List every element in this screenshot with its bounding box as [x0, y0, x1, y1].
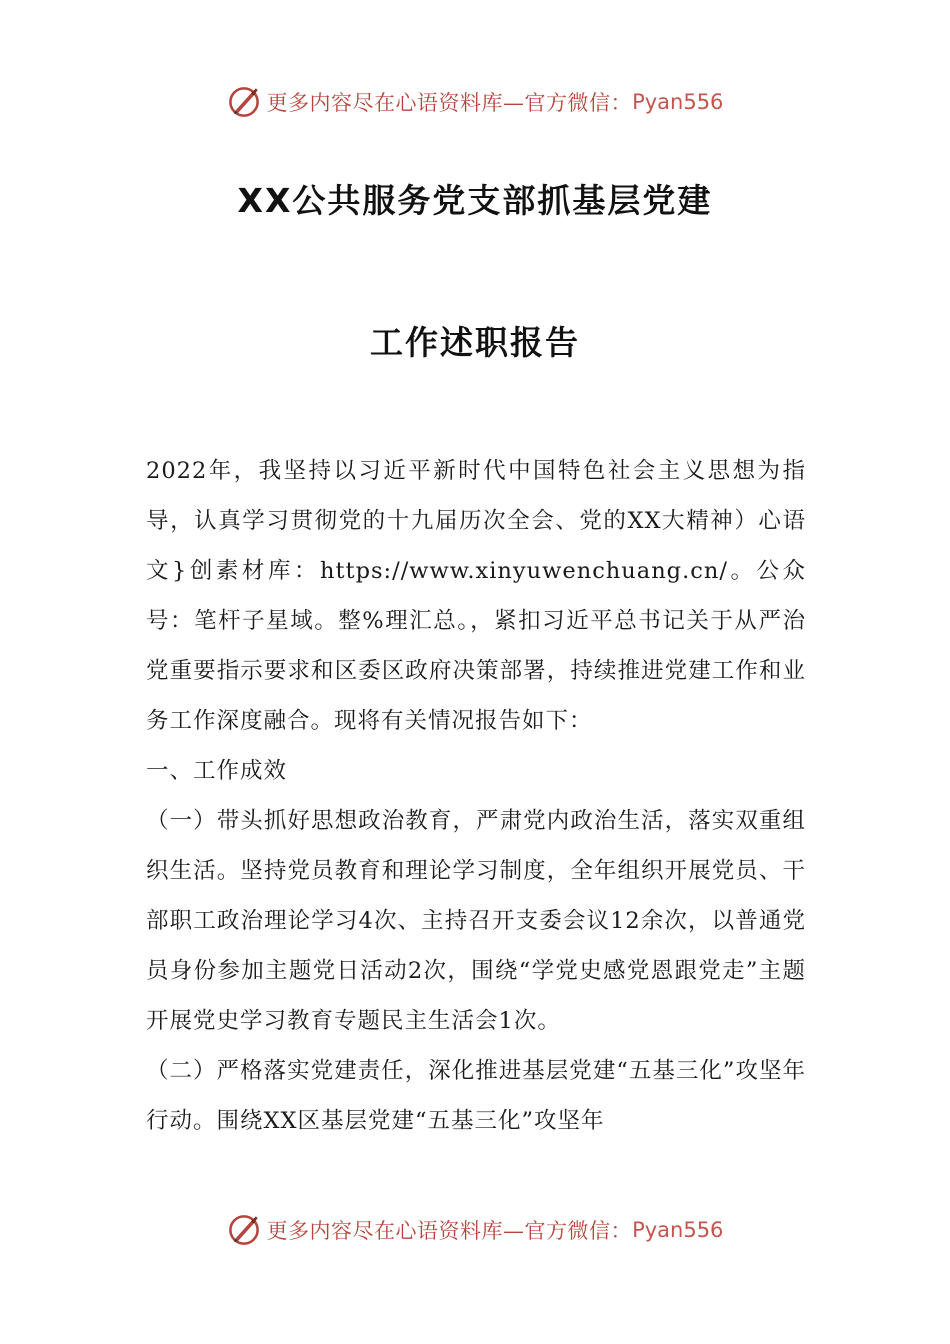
body-paragraph: （二）严格落实党建责任，深化推进基层党建“五基三化”攻坚年行动。围绕XX区基层党建“五基三化”攻坚年: [146, 1058, 806, 1134]
body-paragraph: （一）带头抓好思想政治教育，严肃党内政治生活，落实双重组织生活。坚持党员教育和理论学习制度，全年组织开展党员、干部职工政治理论学习4次、主持召开支委会议12余次，以普通党员身份参加主题党日活动2次，围绕“学党史感党恩跟党走”主题开展党史学习教育专题民主生活会1次。: [146, 808, 806, 1034]
report-body: [146, 446, 806, 1146]
document-title-line1: XX公共服务党支部抓基层党建: [237, 181, 713, 220]
section-heading: 一、工作成效: [146, 758, 288, 784]
banner-wechat-id: Pyan556: [632, 1218, 724, 1242]
banner-text: 更多内容尽在心语资料库—官方微信：: [266, 1219, 633, 1243]
footer-banner: [0, 1210, 950, 1250]
banner-text: 更多内容尽在心语资料库—官方微信：: [266, 91, 633, 115]
quill-pen-logo-icon: [227, 1213, 261, 1247]
header-banner: [0, 82, 950, 122]
intro-paragraph: 2022年，我坚持以习近平新时代中国特色社会主义思想为指导，认真学习贯彻党的十九届历次全会、党的XX大精神）心语文}创素材库：https://www.xinyuwenchuang.cn/。公众号：笔杆子星域。整%理汇总。，紧扣习近平总书记关于从严治党重要指示要求和区委区政府决策部署，持续推进党建工作和业务工作深度融合。现将有关情况报告如下：: [146, 458, 806, 734]
banner-wechat-id: Pyan556: [632, 90, 724, 114]
quill-pen-logo-icon: [227, 85, 261, 119]
document-title-line2: 工作述职报告: [370, 323, 580, 362]
